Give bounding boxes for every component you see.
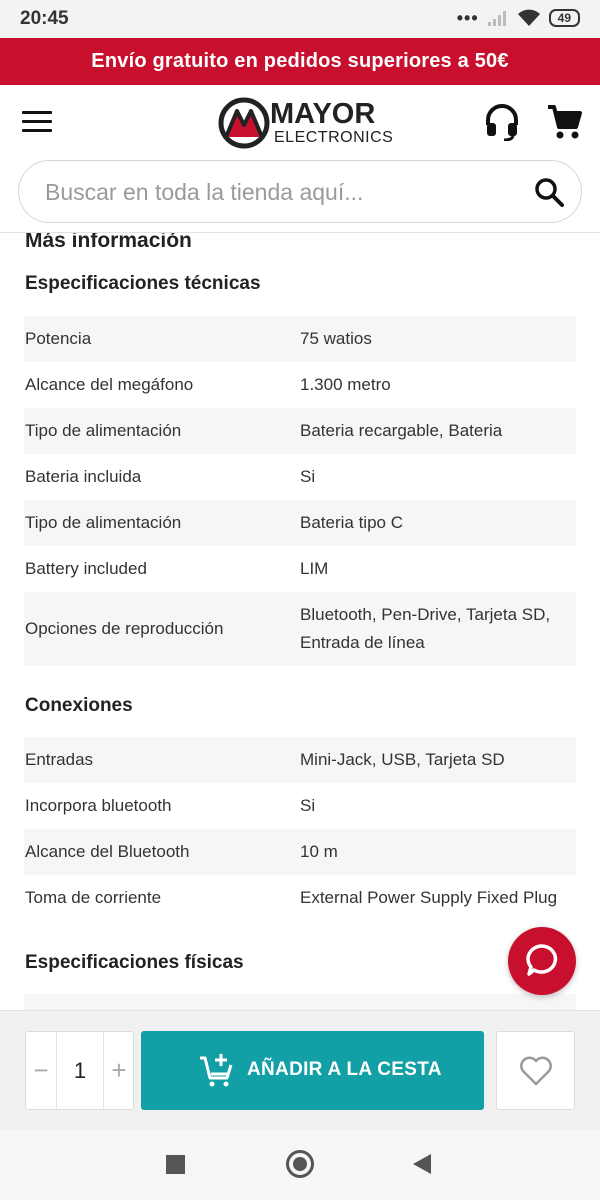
spec-value: Bateria tipo C [300, 513, 403, 532]
home-circle-icon[interactable] [286, 1150, 314, 1178]
chat-button[interactable] [508, 927, 576, 995]
signal-icon [487, 10, 509, 26]
heart-icon [519, 1056, 553, 1086]
table-row [24, 408, 576, 454]
table-row [24, 994, 576, 1010]
spec-value: Bateria recargable, Bateria [300, 421, 503, 440]
increase-quantity-button[interactable]: + [111, 1055, 127, 1085]
promo-banner[interactable]: Envío gratuito en pedidos superiores a 50€ [0, 38, 600, 85]
more-dots-icon: ••• [456, 8, 479, 28]
spec-label: Opciones de reproducción [25, 619, 224, 638]
spec-label: Bateria incluida [25, 467, 142, 486]
wifi-icon [517, 9, 541, 27]
table-row [24, 454, 576, 500]
mayor-electronics-logo[interactable] [218, 95, 394, 151]
table-row [24, 783, 576, 829]
search-icon[interactable] [533, 176, 565, 208]
purchase-bar [0, 1010, 600, 1130]
battery-icon: 49 [549, 9, 580, 27]
spec-label: Alcance del megáfono [25, 375, 194, 394]
status-bar [0, 0, 600, 38]
section-title-technical: Especificaciones técnicas [25, 273, 261, 294]
spec-value: Bluetooth, Pen-Drive, Tarjeta SD, Entrada de línea [300, 605, 551, 652]
quantity-input[interactable]: 1 [56, 1032, 104, 1109]
recents-square-icon[interactable] [166, 1155, 185, 1174]
table-row [24, 737, 576, 783]
more-info-heading: Más información [25, 233, 192, 252]
back-triangle-icon[interactable] [413, 1154, 431, 1174]
cart-plus-icon [199, 1052, 235, 1088]
android-nav-bar [0, 1130, 600, 1200]
logo-mark-icon [218, 97, 270, 149]
table-row [24, 592, 576, 666]
table-row [24, 829, 576, 875]
section-title-connections: Conexiones [25, 695, 133, 716]
table-row [24, 546, 576, 592]
table-row [24, 500, 576, 546]
quantity-stepper[interactable] [25, 1031, 134, 1110]
shopping-cart-icon[interactable] [546, 103, 582, 141]
logo-text-sub: ELECTRONICS [274, 129, 394, 146]
spec-value: Mini-Jack, USB, Tarjeta SD [300, 750, 505, 769]
spec-value: 1.300 metro [300, 375, 391, 394]
search-input[interactable]: Buscar en toda la tienda aquí... [45, 179, 364, 205]
spec-table-technical [24, 316, 576, 666]
spec-label: Incorpora bluetooth [25, 796, 172, 815]
status-time: 20:45 [20, 8, 69, 29]
spec-label: Entradas [25, 750, 94, 769]
site-header [0, 85, 600, 160]
chat-bubble-icon [525, 943, 559, 979]
add-to-cart-label: AÑADIR A LA CESTA [247, 1059, 442, 1080]
spec-value: Si [300, 467, 316, 486]
wishlist-button[interactable] [496, 1031, 575, 1110]
spec-table-physical [24, 994, 576, 1010]
spec-label: Tipo de alimentación [25, 421, 182, 440]
section-title-physical: Especificaciones físicas [25, 952, 244, 973]
spec-value: 75 watios [300, 329, 372, 348]
table-row [24, 316, 576, 362]
spec-table-connections [24, 737, 576, 921]
table-row [24, 875, 576, 921]
spec-value: Si [300, 796, 316, 815]
logo-text-main: MAYOR [270, 98, 376, 130]
add-to-cart-button[interactable] [141, 1031, 484, 1110]
hamburger-menu-icon[interactable] [22, 111, 52, 133]
spec-label: Alcance del Bluetooth [25, 842, 190, 861]
spec-value: LIM [300, 559, 329, 578]
search-bar[interactable] [18, 160, 582, 223]
spec-label: Tipo de alimentación [25, 513, 182, 532]
spec-label: Battery included [25, 559, 147, 578]
product-details-content [0, 233, 600, 1010]
decrease-quantity-button[interactable]: − [33, 1055, 49, 1085]
spec-label: Potencia [25, 329, 92, 348]
spec-value: 10 m [300, 842, 338, 861]
spec-label: Toma de corriente [25, 888, 162, 907]
status-icons [457, 8, 580, 28]
spec-value: External Power Supply Fixed Plug [300, 888, 558, 907]
headset-icon[interactable] [484, 103, 520, 141]
table-row [24, 362, 576, 408]
